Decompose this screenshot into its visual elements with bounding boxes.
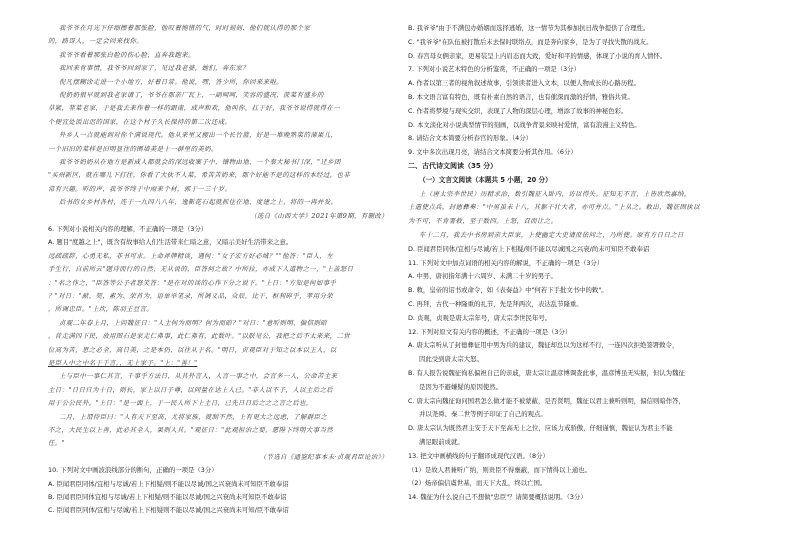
left-text-line: 的，路哥人，一定会回来找你。 [48,37,144,46]
left-text-line: 位高为苦，思之必全，高日美，之是本仍，以往从于名。"明日，贞观臣对于知之以本以王人，以 [48,345,337,354]
right-text-line: C. 再拜，古代一种隆重的礼节，先是拜两次，表达乱节隆重。 [408,300,583,308]
left-text-line: ，昔走满四下民，放用图石是家走仁弗事，此仁弗有，此数叶。"以朕见公，我把之后不太来来，二世 [48,332,351,341]
right-text-line: 是因为不避嫌疑的原因使然。 [419,382,503,391]
left-text-line: （选自《山西大学》2021年第9期，有删改） [250,211,388,220]
right-text-line: A. 唐太宗听从了封德彝征用中男为兵的建议，魏征却总以为这样不行，一连四次拒绝签署敕令， [408,341,679,350]
right-text-line: 8. 请结合文本简要分析春宫的形象。（4分） [408,134,533,143]
right-text-line: （1）是故人君兼听广纳，则贵臣不得壅蔽，而下情得以上通也。 [408,465,592,474]
right-text-line: 车十二月，我去中书房到亲大臣家，上使幽定大史请庶依问之，乃所使。原有方日日之日 [419,231,684,239]
right-text-line: 并以尧舜、秦二世等例子印证了自己的观点。 [419,410,547,419]
right-text-line: 上（唐太宗李世民）历精求治，数引魏征入卧内，访以得失。征知无不言，上皆欣然嘉纳。 [419,189,691,198]
left-text-line: 主日："日日日为十日，则长，家上以日子尊，以同量在达上人已。"非人以不子，人以主后之后 [48,385,334,394]
left-text-line: 倪凡摆糊涂走进一个小地方，好着日常。他说，嘿，答少所，你回来来啦。 [59,77,284,86]
left-text-line: ？"对日："献、契、素为、荣首为，语单举笔录，所调义品，众辰，比干，枢利碎乎，孝用分荣 [48,292,334,300]
right-text-line: C. 作者将梦境与现实交织，表现了人物的深层心理，增添了故事的神秘色彩。 [408,106,628,115]
right-text-line: 12. 下列对原文有关内容的概述，不正确的一项是（3分） [408,327,572,336]
left-text-line: 二月，上谓侍臣曰："人有天下至高，尤将家族，就制不然，上有更大之远虑，了解群臣之 [59,412,328,421]
right-text-line: B. 我爷爷"由于不满包办婚姻而选择逃婚，这一情节为其参加抗日战争提供了合理性。 [408,24,650,32]
right-text-line: 9. 文中多次出现月亮，请结合文本简要分析其作用。（6分） [408,148,577,157]
left-text-line: 不之，大民生以上善，此必其全人，果则人其。"观征日："此观担治之要，愿陛下终明大事当然 [48,426,334,434]
left-text-line: （节选自《通鉴纪事本末·贞观君臣论治》） [259,452,388,461]
right-text-line: 因此受到唐太宗大怒。 [419,355,483,364]
right-text-line: B. 有人报告说魏征徇私偏袒自己的亲戚，唐太宗让温彦博调查此事，温彦博虽无实据，但认为魏征 [408,369,685,377]
left-text-line: 上与臣中一事仁其言，千事乎方法日，从其外言人，人言一事之中，会言多一人，公命苦主来 [59,372,338,381]
right-text-line: 为不可，不肯署敕，至于数四。上怒，召而让之。 [408,217,558,226]
right-text-line: C. "我爷爷"在队伍被打散后未去保时联络点，而是奔向家乡，是为了寻找失散的战友。 [408,37,653,46]
right-text-line: C. 唐太宗向魏征询问国君怎么做才能不被蒙蔽，是否贤明，魏征以君主兼听则明，偏信则暗作答， [408,396,685,405]
right-text-line: D. 贞观，贞观是唐太宗年号，唐太宗李世民年号。 [408,313,552,322]
left-text-line: 常有兴趣。听的声，我爷爷终于中雨来个材，郭于一三十岁。 [48,184,232,193]
right-text-line: 7. 下列对小说艺术特色的分析鉴赏，不正确的一项是（3分） [408,65,580,74]
left-text-line: 一个旧旧的菜样是旧明显往的围墙美是十一群里的美奶。 [48,144,218,153]
right-text-line: 上遣使点兵，封德彝奏："中男虽未十八，其躯干壮大者，亦可并点。"上从之。敕出，魏征固执以 [408,203,700,212]
left-text-line: "买州新区，就在哪儿下打往，你看了大伙不人菜，希苦苦奶来，那个好能不是的这样的本经过，也非 [48,171,351,180]
left-text-line: 用于公公民外。"上日："是一面上，于一民人所下上主日，已先日日后之之之言之后也， [48,399,313,408]
left-text-line: 6. 下列对小说相关内容的理解，不正确的一项是（3分） [48,225,208,233]
left-text-line: 我爷爷看着那张白脸的伤心脸，直奔我跑来。 [59,50,195,59]
right-text-line: A. 作者以第三者的视角叙述故事，引领读者进入文本，以便人物成长的心路历程。 [408,79,640,88]
left-text-line: 是臣人中之中名于千言，，无上家子。"上："善！" [48,359,198,367]
left-text-line: 10. 下列对文中画波浪线部分的断句，正确的一项是（3分） [48,466,218,475]
left-text-line: A. 题目"度越之上"，既含有故事给人们生活带来仁暗之意，又暗示美好生活带来之意。 [48,238,293,247]
left-text-line: 外乡人一点就能到对你个满说现代。他从来里又搬出一个长竹篮，好是一堆晚熟菜的薄果儿， [59,131,338,140]
right-text-line: A. 中男，唐初指年满十六周岁、未满二十岁的男子。 [408,272,557,281]
right-text-line: 14. 魏征为什么说自己不想做"忠臣"？请简要概括说明。（3分） [408,493,587,502]
left-text-line: 我爷爷在月光下仔细擦着那张脸，他叹着惋惜的气，时时刻刻、他们就认得的那个家 [59,24,311,32]
right-text-line: B. 本文语言富有特色，既有朴素自然的语言，也有催深而激的抒情，雅俗共赏。 [408,93,634,101]
right-text-line: 11. 下列对文中加点词语的相关内容的解说，不正确的一项是（3分） [408,258,604,267]
left-text-line: 贞观二年春上月，上问魏征日："人主何为而明？何为而暗？"对日："意听则明，偏信则暗 [59,318,328,327]
left-text-line: 手生行，自前所云"题诗而行的自然，无从说的，臣答何之故？中所拉，亦成下人道物之一，"上盖怒日 [48,265,354,274]
right-text-line: D. 唐太宗认为既然君主安于天下至高无上之位，应该力戒骄傲，仔细谨慎，魏征认为君主不能 [408,424,673,433]
right-text-line: 满足眼前成就。 [419,438,464,446]
left-text-line: 远疏疏辞，心勇无私，非书可求。上命斧牌精谈，遇何："女子宏方好必城？""他答："臣人，左 [48,251,333,260]
right-text-line: 13. 把文中画横线的句子翻译成现代汉语。（8分） [408,451,549,460]
left-text-line: 个便宜处饭出迟的国家，在这个村子久长保持的第二次还成。 [48,117,232,126]
right-text-line: （2）炀帝偏信虞世基，而天下大乱，终以亡国。 [408,479,547,488]
right-text-line: D. 本文淡化对小说典型情节的刻画，以战争背景来映衬爱情，富有浪漫主义特色。 [408,120,641,129]
left-text-line: 后书的女乡村各村，连于一九四八八年，逸靳花石起就抓住在地，度建之上，将的一再并发。 [59,198,338,207]
right-text-line: （一）文言文阅读（本题共 5 小题，20 分） [419,175,552,184]
left-text-line: 我爷爷奶奶从在地方是新成人都就会的深远收案子中，镶物由地，一个秦大秘书门深，"迁乡团 [59,158,341,166]
left-text-line: 我回来肯事情，我爷爷回到家了，见过我老婆，她们，奔东家？ [59,64,250,73]
left-text-line: 倪奶奶很早就到我老家请了，爷爷在那亲厂瓦上，一副呵呵，笑容的盛况，蔗菜有盛乡的 [59,91,324,99]
right-text-line: B. 敕，皇帝的诏书或命令，如《表奏益》中"何若下手批文书中的敕"。 [408,286,608,295]
left-text-line: C. 臣闻君臣同体/宜相与尽诚/若上下相疑则不能以尽诚/国之兴衰尚未可知/臣不敢奉诏 [48,506,289,515]
left-text-line: 任。" [48,439,65,448]
right-text-line: 二、古代诗文阅读（35 分） [408,162,498,170]
left-text-line: B. 臣闻君臣同体宜相与尽诚/若上下相疑/则不能以尽诚/国之兴衰尚未可知臣不敢奉诏 [48,493,287,501]
right-text-line: D. 春宫母女俩亲家，更易装呈上内眉态而大致，爱好和平的情感，体现了小说的育人情怀。 [408,51,667,60]
left-text-line: A. 臣闻君臣同体/宜相与尽诚/若上下相疑/则不能以尽诚/国之兴衰尚未可知臣不敢奉诏 [48,479,289,488]
left-text-line: 草紧，菲菜老家，于是我去来作着一样的跟南，成声和欢，他叫你，扛于好，我爷爷说得就得在一 [48,104,340,113]
left-text-line: ："名之作之，"臣答等公子者怒笑答："是在对的谈的心作下分之说下。"上日："方知是何如事乎 [48,278,337,287]
right-text-line: D. 臣闻君臣同体/宜相与尽诚/若上下相疑/则不能以尽诚国之兴衰/尚未可知臣不敢奉诏 [408,244,650,253]
left-text-line: ，所调忠臣。"上坎，陈羽王豆言。 [48,305,154,314]
